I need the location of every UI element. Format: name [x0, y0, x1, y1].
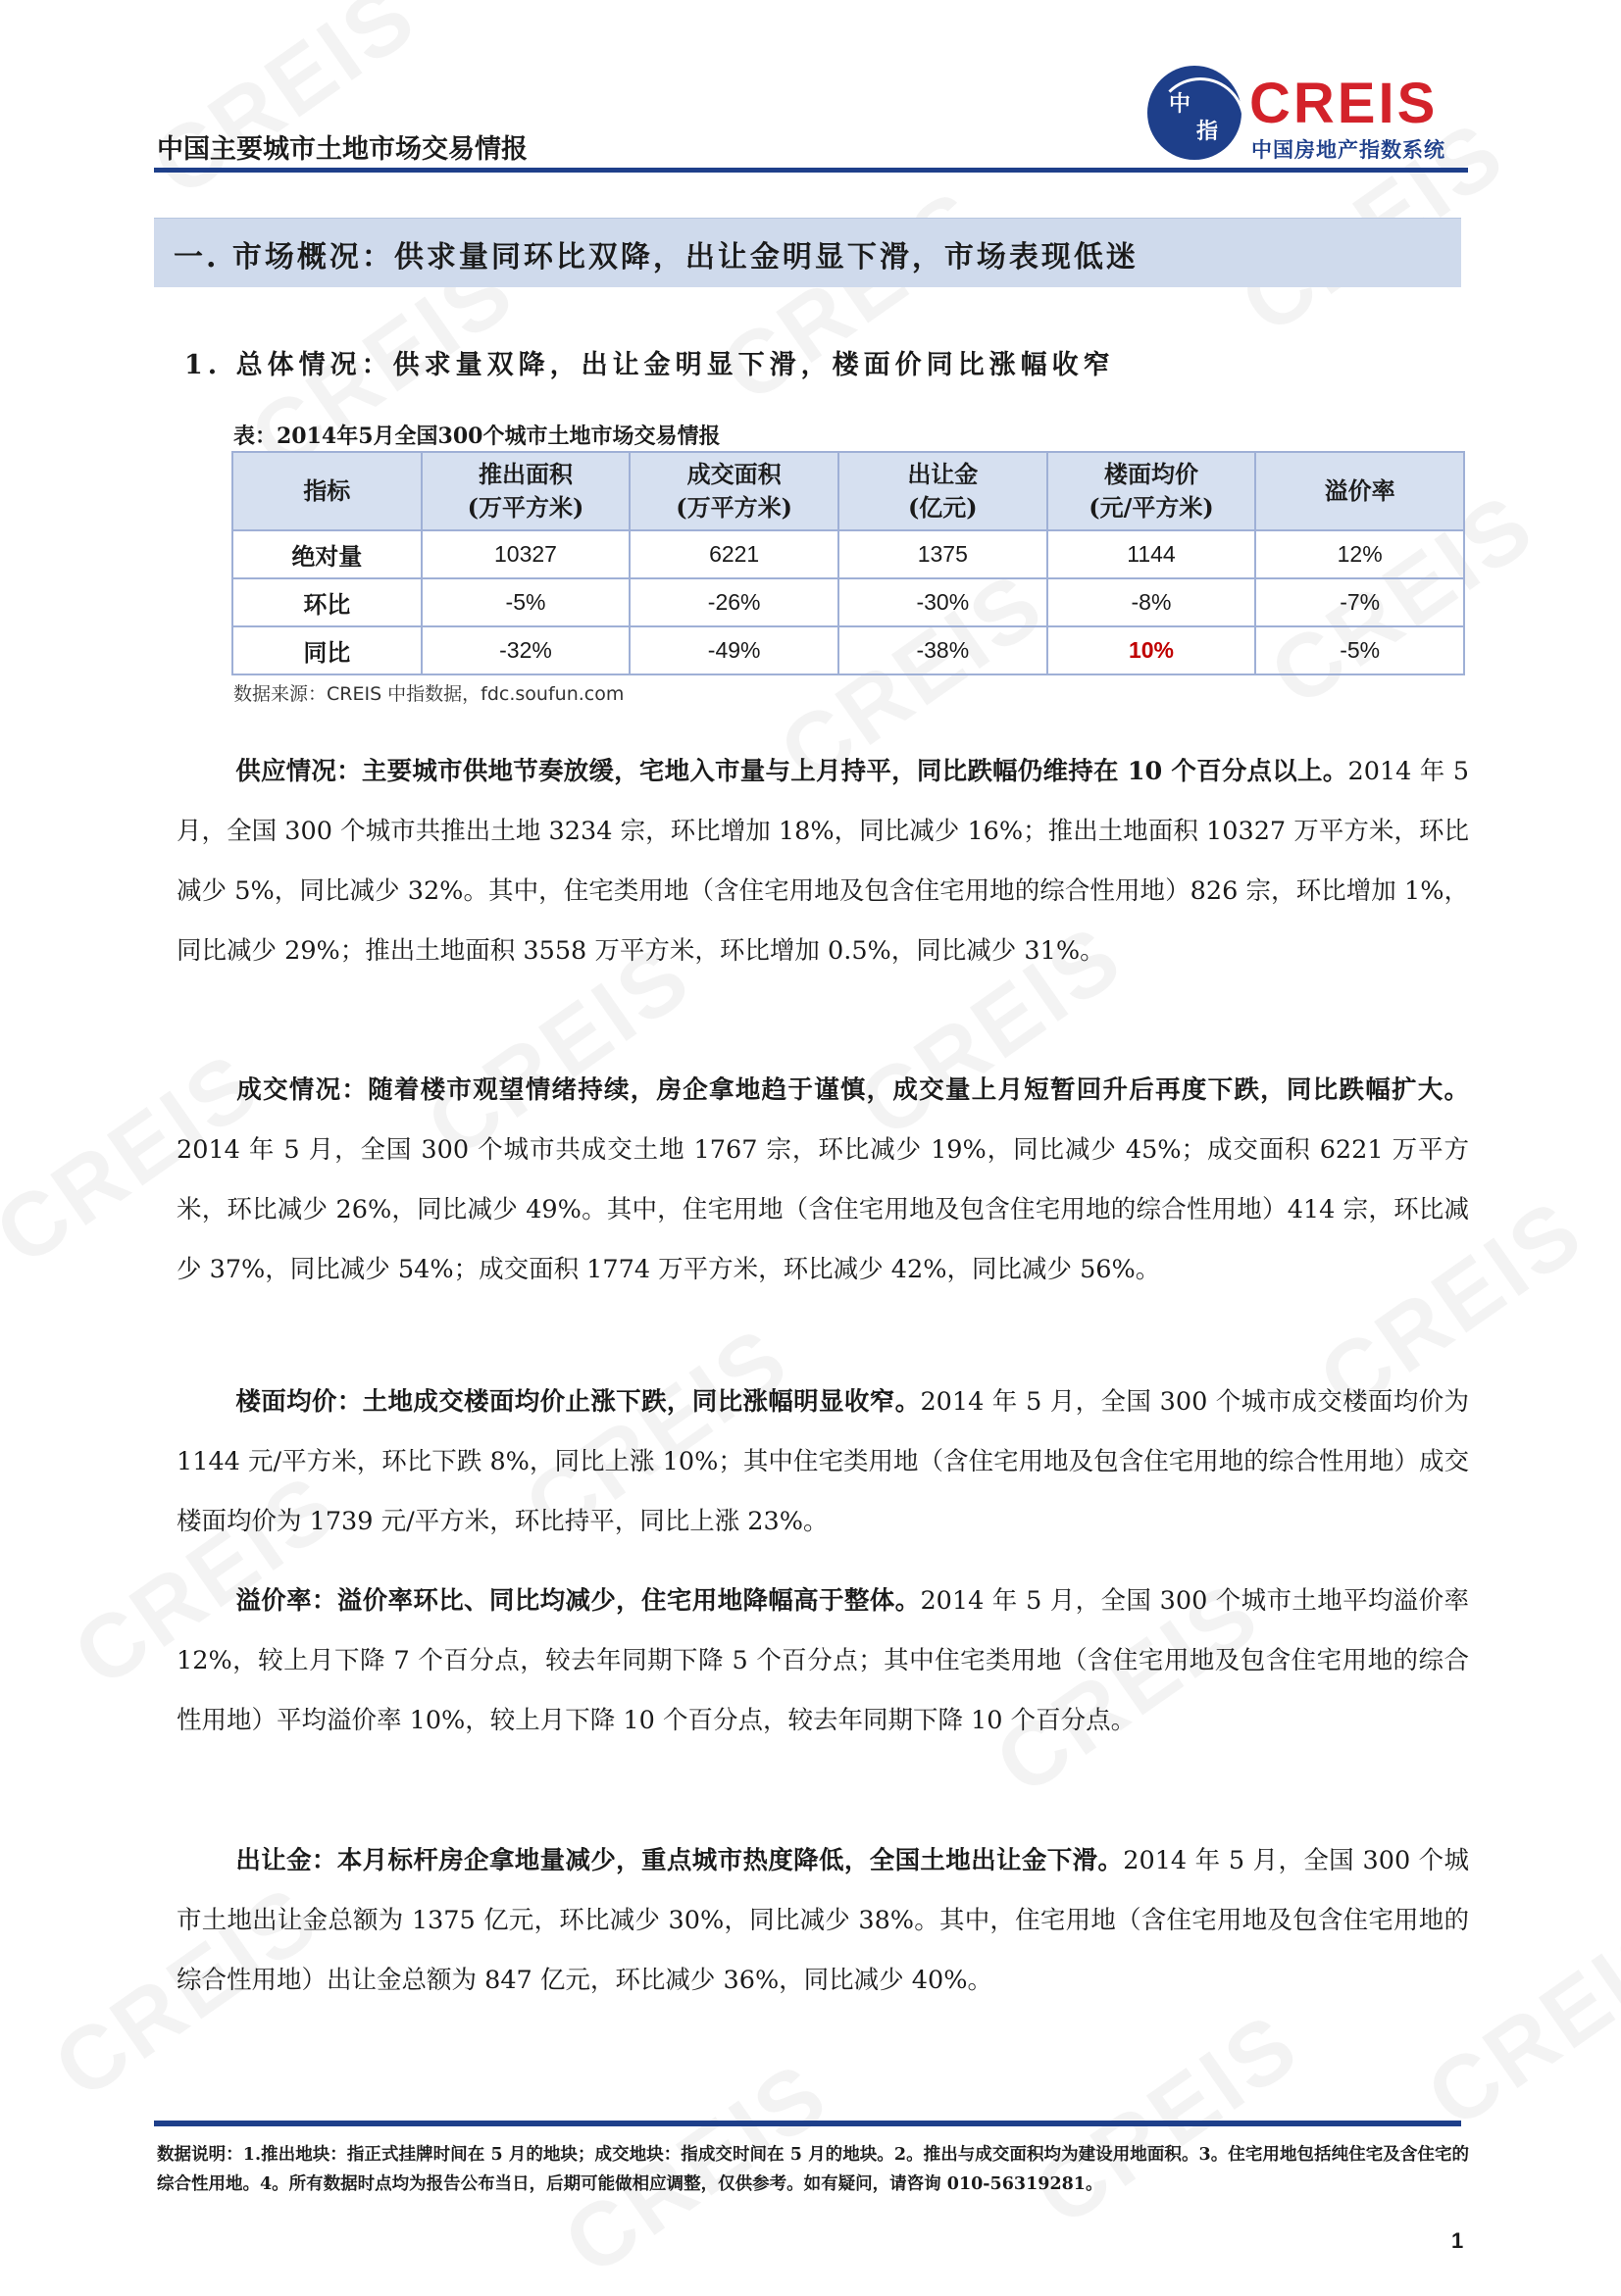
footer-data-note: 数据说明：1.推出地块：指正式挂牌时间在 5 月的地块；成交地块：指成交时间在 5 月的地块。2。推出与成交面积均为建设用地面积。3。住宅用地包括纯住宅及含住宅的综合性用地。4。所有数据时点均为报告公布当日，后期可能做相应调整，仅供参考。如有疑问，请咨询 010-56319281。	[157, 2145, 1469, 2194]
logo-emblem-icon: 中 指	[1147, 66, 1241, 160]
table-cell: 10327	[422, 530, 631, 578]
paragraph-transactions	[177, 1061, 1469, 1300]
table-row	[232, 626, 1464, 674]
paragraph-lead: 溢价率：溢价率环比、同比均减少，住宅用地降幅高于整体。	[235, 1586, 921, 1616]
table-caption: 表：2014年5月全国300个城市土地市场交易情报	[233, 424, 721, 449]
table-cell: 1375	[838, 530, 1047, 578]
paragraph-lead: 供应情况：主要城市供地节奏放缓，宅地入市量与上月持平，同比跌幅仍维持在 10 个百分点以上。	[235, 757, 1348, 786]
paragraph-supply	[177, 742, 1469, 981]
paragraph-lead: 楼面均价：土地成交楼面均价止涨下跌，同比涨幅明显收窄。	[235, 1387, 921, 1417]
watermark	[134, 0, 435, 218]
market-data-table	[231, 451, 1465, 675]
logo-subtitle: 中国房地产指数系统	[1251, 138, 1445, 162]
table-cell: -8%	[1047, 578, 1256, 626]
paragraph-body: 2014 年 5 月，全国 300 个城市共成交土地 1767 宗，环比减少 19%，同比减少 45%；成交面积 6221 万平方米，环比减少 26%，同比减少 49%。其中，住宅用地（含住宅用地及包含住宅用地的综合性用地）414 宗，环比减少 37%，同比减少 54%；成交面积 1774 万平方米，环比减少 42%，同比减少 56%。	[177, 1135, 1469, 1284]
header-transfer-fee: 出让金 (亿元)	[838, 452, 1047, 530]
subsection-title: 1. 总体情况：供求量双降，出让金明显下滑，楼面价同比涨幅收窄	[184, 350, 1115, 380]
table-cell: -38%	[838, 626, 1047, 674]
paragraph-body: 2014 年 5 月，全国 300 个城市成交楼面均价为 1144 元/平方米，环比下跌 8%，同比上涨 10%；其中住宅类用地（含住宅用地及包含住宅用地的综合性用地）成交楼面均价为 1739 元/平方米，环比持平，同比上涨 23%。	[177, 1387, 1469, 1536]
paragraph-premium-rate	[177, 1572, 1469, 1751]
paragraph-body: 2014 年 5 月，全国 300 个城市土地出让金总额为 1375 亿元，环比减少 30%，同比减少 38%。其中，住宅用地（含住宅用地及包含住宅用地的综合性用地）出让金总额为 847 亿元，环比减少 36%，同比减少 40%。	[177, 1846, 1469, 1995]
table-header-row	[232, 452, 1464, 530]
header-traded-area: 成交面积 (万平方米)	[630, 452, 838, 530]
table-cell: 6221	[630, 530, 838, 578]
paragraph-lead: 出让金：本月标杆房企拿地量减少，重点城市热度降低，全国土地出让金下滑。	[235, 1846, 1124, 1875]
creis-logo	[1147, 61, 1471, 169]
paragraph-floor-price	[177, 1373, 1469, 1552]
header-premium-rate: 溢价率	[1255, 452, 1464, 530]
paragraph-transfer-fee	[177, 1831, 1469, 2011]
table-cell: -49%	[630, 626, 838, 674]
page-number: 1	[1451, 2228, 1464, 2253]
row-label: 环比	[232, 578, 422, 626]
row-label: 绝对量	[232, 530, 422, 578]
table-cell: -32%	[422, 626, 631, 674]
table-cell: -30%	[838, 578, 1047, 626]
report-title: 中国主要城市土地市场交易情报	[157, 134, 528, 165]
logo-wordmark: CREIS	[1249, 72, 1439, 135]
table-cell: 12%	[1255, 530, 1464, 578]
section-title: 一. 市场概况：供求量同环比双降，出让金明显下滑，市场表现低迷	[174, 240, 1139, 275]
table-cell-highlighted: 10%	[1047, 626, 1256, 674]
header-indicator: 指标	[232, 452, 422, 530]
header-floor-price: 楼面均价 (元/平方米)	[1047, 452, 1256, 530]
header-divider	[154, 168, 1468, 173]
table-cell: -26%	[630, 578, 838, 626]
table-cell: -5%	[1255, 626, 1464, 674]
row-label: 同比	[232, 626, 422, 674]
table-cell: 1144	[1047, 530, 1256, 578]
paragraph-body: 2014 年 5 月，全国 300 个城市土地平均溢价率 12%，较上月下降 7 个百分点，较去年同期下降 5 个百分点；其中住宅类用地（含住宅用地及包含住宅用地的综合性用地）平均溢价率 10%，较上月下降 10 个百分点，较去年同期下降 10 个百分点。	[177, 1586, 1469, 1735]
header-launched-area: 推出面积 (万平方米)	[422, 452, 631, 530]
data-source-note: 数据来源：CREIS 中指数据，fdc.soufun.com	[233, 683, 625, 705]
table-row	[232, 578, 1464, 626]
footer-divider	[154, 2121, 1461, 2126]
watermark	[703, 170, 1004, 424]
table-cell: -5%	[422, 578, 631, 626]
section-banner	[154, 218, 1461, 287]
table-row	[232, 530, 1464, 578]
table-cell: -7%	[1255, 578, 1464, 626]
paragraph-lead: 成交情况：随着楼市观望情绪持续，房企拿地趋于谨慎，成交量上月短暂回升后再度下跌，同比跌幅扩大。	[235, 1075, 1469, 1105]
paragraph-body: 2014 年 5 月，全国 300 个城市共推出土地 3234 宗，环比增加 18%，同比减少 16%；推出土地面积 10327 万平方米，环比减少 5%，同比减少 32%。其中，住宅类用地（含住宅用地及包含住宅用地的综合性用地）826 宗，环比增加 1%，同比减少 29%；推出土地面积 3558 万平方米，环比增加 0.5%，同比减少 31%。	[177, 757, 1469, 966]
